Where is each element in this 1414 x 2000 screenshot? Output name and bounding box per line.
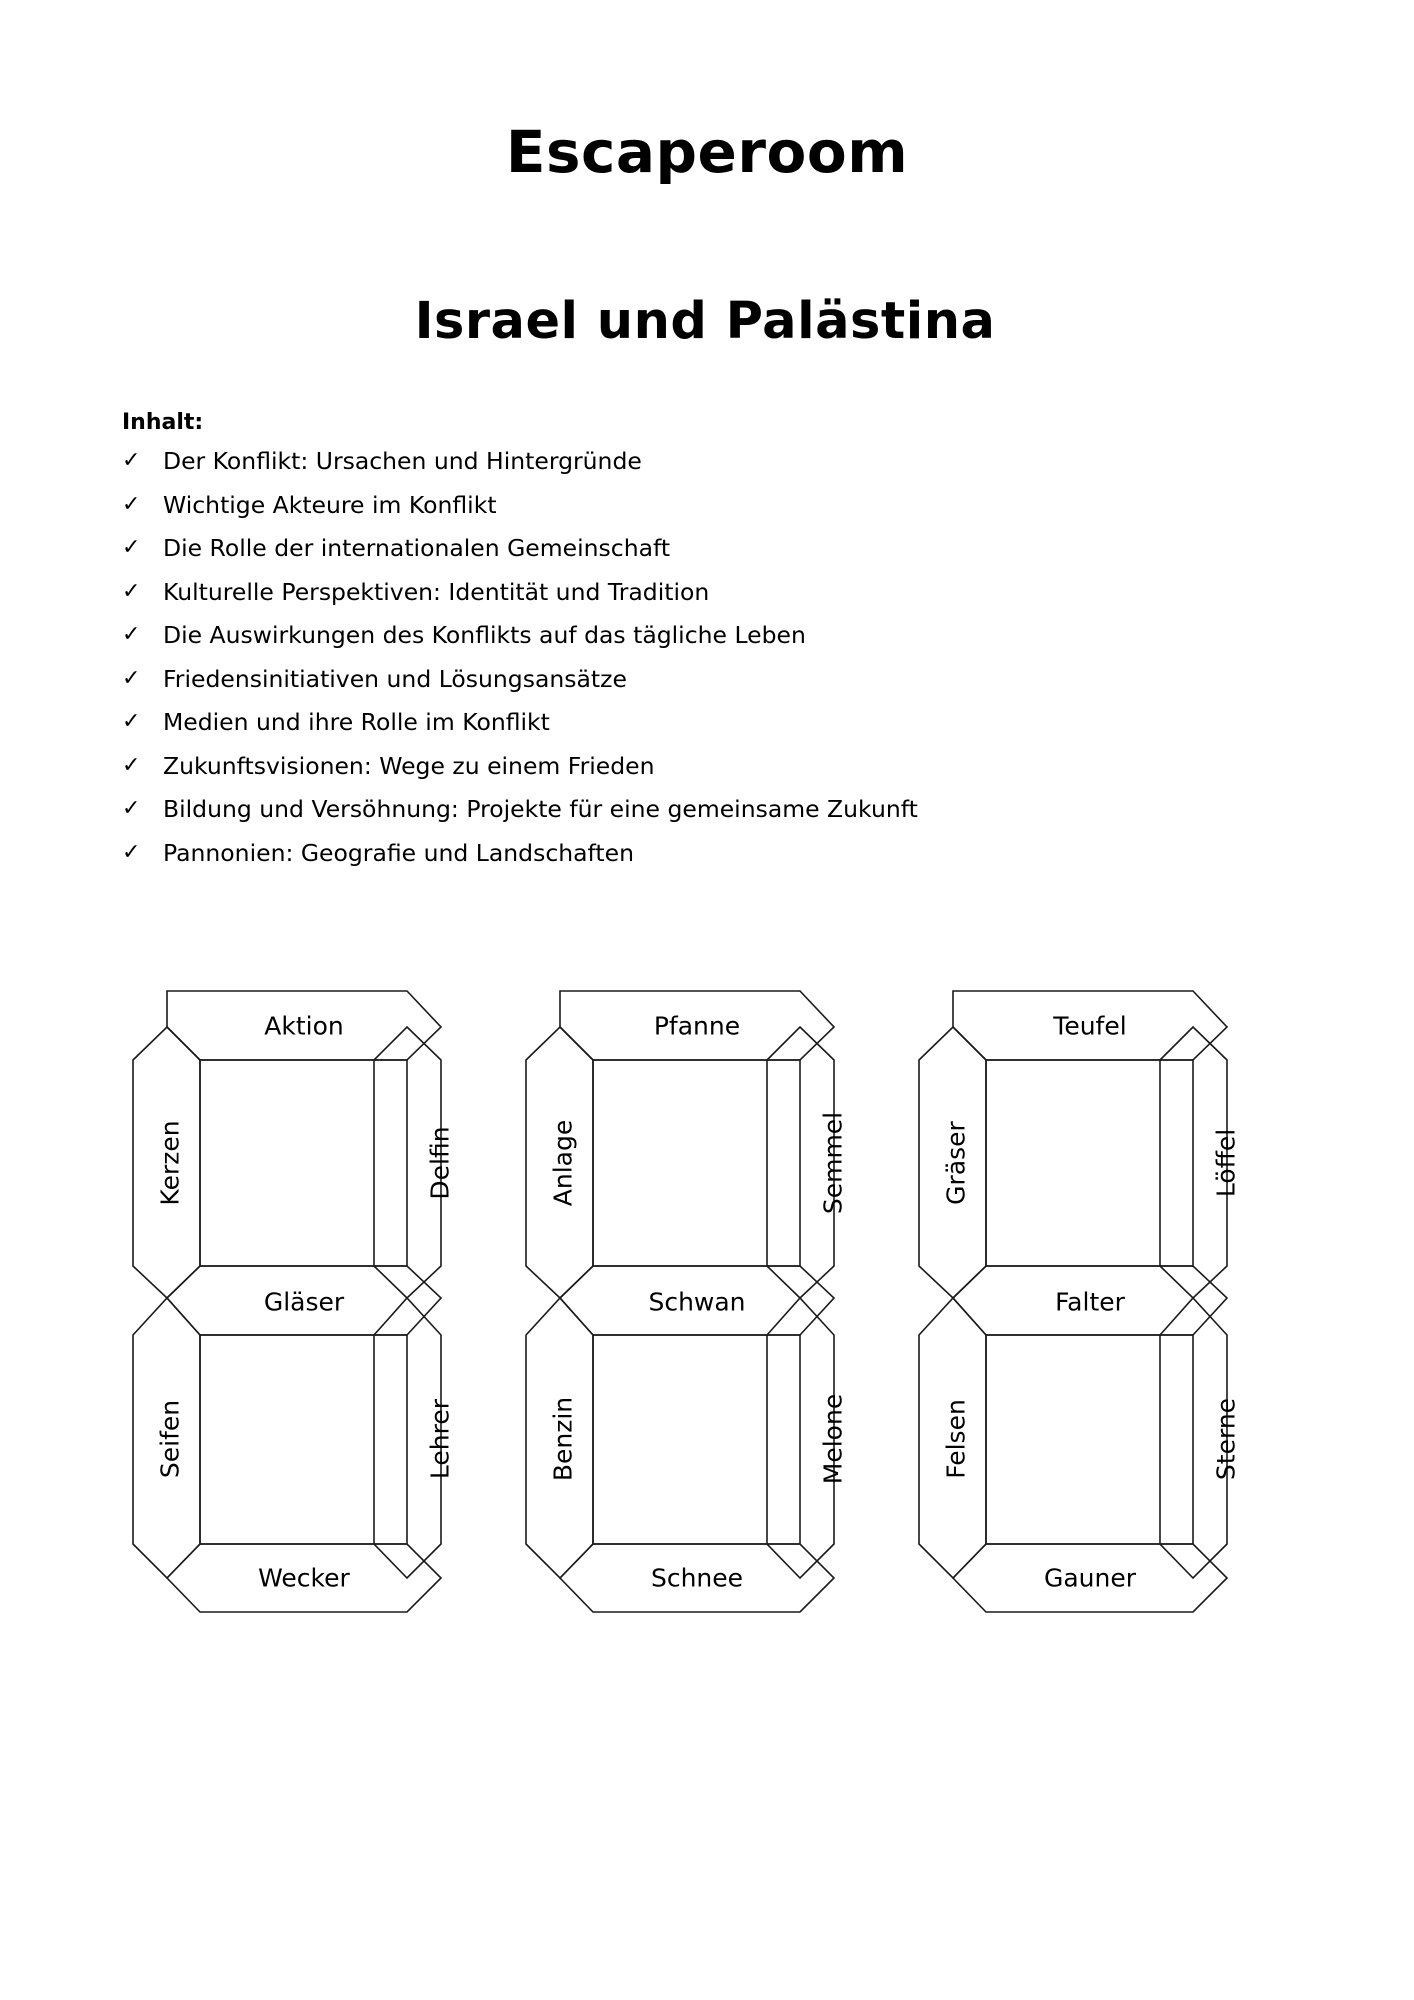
dice-net — [526, 991, 848, 1612]
word-right-lower: Lehrer — [425, 1398, 455, 1480]
word-middle: Gläser — [263, 1287, 345, 1317]
word-right-upper: Delfin — [425, 1126, 455, 1200]
word-right-lower: Melone — [818, 1393, 848, 1485]
page-title: Escaperoom — [505, 118, 909, 186]
page-subtitle: Israel und Palästina — [414, 292, 996, 351]
list-item-text: Bildung und Versöhnung: Projekte für eine gemeinsame Zukunft — [163, 795, 918, 823]
dice-net — [919, 991, 1241, 1612]
list-item-text: Medien und ihre Rolle im Konflikt — [163, 708, 550, 736]
list-item-text: Friedensinitiativen und Lösungsansätze — [163, 664, 627, 693]
word-top: Pfanne — [653, 1011, 741, 1041]
word-middle: Falter — [1055, 1287, 1125, 1317]
word-top: Aktion — [264, 1011, 344, 1041]
list-item-text: Der Konflikt: Ursachen und Hintergründe — [163, 447, 642, 475]
checkmark-icon: ✓ — [122, 491, 141, 517]
word-left-upper: Kerzen — [155, 1120, 185, 1206]
face-upper — [986, 1060, 1193, 1266]
word-right-lower: Sterne — [1211, 1397, 1241, 1481]
checkmark-icon: ✓ — [122, 752, 141, 778]
word-bottom: Schnee — [650, 1563, 744, 1593]
face-upper — [593, 1060, 800, 1266]
checkmark-icon: ✓ — [122, 709, 141, 734]
checkmark-icon: ✓ — [122, 535, 141, 560]
word-left-upper: Gräser — [941, 1121, 971, 1205]
list-item-text: Pannonien: Geografie und Landschaften — [163, 838, 634, 867]
face-lower — [200, 1335, 407, 1544]
contents-label: Inhalt: — [122, 410, 204, 435]
word-right-upper: Semmel — [818, 1111, 848, 1215]
list-item-text: Die Rolle der internationalen Gemeinschaft — [163, 534, 671, 562]
checkmark-icon: ✓ — [122, 839, 141, 865]
checkmark-icon: ✓ — [122, 578, 141, 604]
word-bottom: Wecker — [258, 1563, 350, 1593]
list-item-text: Zukunftsvisionen: Wege zu einem Frieden — [163, 751, 655, 780]
checkmark-icon: ✓ — [122, 448, 141, 473]
word-left-upper: Anlage — [548, 1119, 578, 1207]
word-bottom: Gauner — [1043, 1563, 1137, 1593]
checkmark-icon: ✓ — [122, 665, 141, 691]
word-left-lower: Seifen — [155, 1399, 185, 1479]
list-item-text: Kulturelle Perspektiven: Identität und Tradition — [163, 577, 710, 606]
checkmark-icon: ✓ — [122, 622, 141, 647]
checkmark-icon: ✓ — [122, 796, 141, 821]
list-item-text: Wichtige Akteure im Konflikt — [163, 490, 497, 519]
dice-net — [133, 991, 455, 1612]
word-middle: Schwan — [648, 1287, 746, 1317]
face-lower — [986, 1335, 1193, 1544]
face-upper — [200, 1060, 407, 1266]
word-left-lower: Benzin — [548, 1396, 578, 1482]
list-item-text: Die Auswirkungen des Konflikts auf das tägliche Leben — [163, 621, 806, 649]
face-lower — [593, 1335, 800, 1544]
word-top: Teufel — [1053, 1011, 1127, 1041]
word-left-lower: Felsen — [941, 1399, 971, 1479]
word-right-upper: Löffel — [1211, 1128, 1241, 1198]
